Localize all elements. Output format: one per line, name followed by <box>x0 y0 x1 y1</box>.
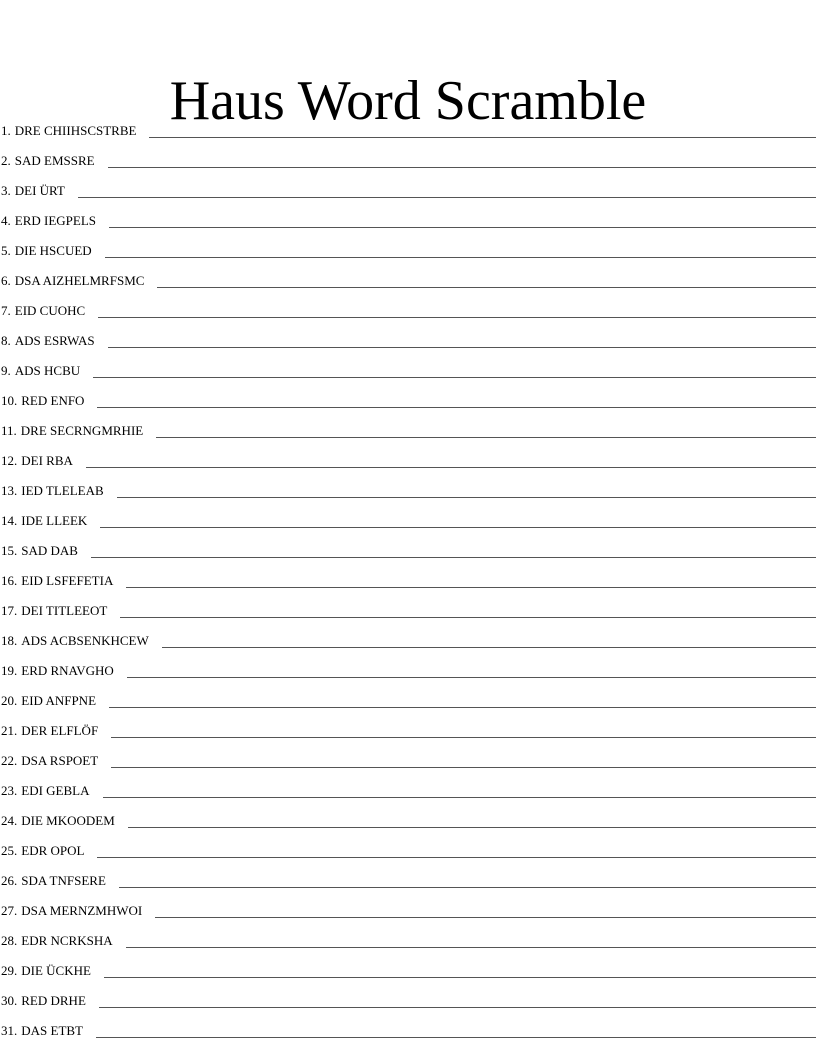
scramble-row <box>0 411 816 441</box>
item-number: 26. <box>1 873 18 888</box>
scramble-row <box>0 771 816 801</box>
answer-line[interactable] <box>97 407 816 408</box>
answer-line[interactable] <box>105 257 816 258</box>
item-number: 16. <box>1 573 18 588</box>
answer-line[interactable] <box>126 947 816 948</box>
answer-line[interactable] <box>127 677 816 678</box>
scrambled-word: ADS ESRWAS <box>14 333 95 348</box>
scrambled-word: DRE CHIIHSCSTRBE <box>14 123 137 138</box>
item-number: 9. <box>1 363 11 378</box>
scramble-row <box>0 171 816 201</box>
scrambled-word: EID CUOHC <box>14 303 86 318</box>
scrambled-word: RED ENFO <box>21 393 85 408</box>
scramble-row <box>0 111 816 141</box>
scrambled-word: RED DRHE <box>21 993 86 1008</box>
page-title: Haus Word Scramble <box>169 69 647 132</box>
scramble-row <box>0 321 816 351</box>
scramble-row <box>0 1011 816 1041</box>
answer-line[interactable] <box>117 497 816 498</box>
scramble-row <box>0 591 816 621</box>
scramble-row <box>0 381 816 411</box>
answer-line[interactable] <box>120 617 816 618</box>
item-number: 20. <box>1 693 18 708</box>
answer-line[interactable] <box>108 347 816 348</box>
scrambled-word: DSA AIZHELMRFSMC <box>14 273 145 288</box>
scrambled-word: ADS ACBSENKHCEW <box>21 633 149 648</box>
scrambled-word: EDR OPOL <box>21 843 85 858</box>
scrambled-word: DSA MERNZMHWOI <box>21 903 143 918</box>
scramble-row <box>0 741 816 771</box>
scrambled-word: DAS ETBT <box>21 1023 83 1038</box>
answer-line[interactable] <box>78 197 816 198</box>
answer-line[interactable] <box>99 1007 816 1008</box>
scrambled-word: IDE LLEEK <box>21 513 88 528</box>
item-number: 22. <box>1 753 18 768</box>
scramble-row <box>0 681 816 711</box>
scramble-row <box>0 621 816 651</box>
answer-line[interactable] <box>111 767 816 768</box>
scrambled-word: DSA RSPOET <box>21 753 99 768</box>
scramble-row <box>0 861 816 891</box>
answer-line[interactable] <box>156 437 816 438</box>
scramble-row <box>0 801 816 831</box>
scrambled-word: DEI RBA <box>21 453 73 468</box>
scramble-row <box>0 711 816 741</box>
item-number: 19. <box>1 663 18 678</box>
scramble-list <box>0 111 816 1041</box>
scrambled-word: IED TLELEAB <box>21 483 104 498</box>
item-number: 13. <box>1 483 18 498</box>
item-number: 14. <box>1 513 18 528</box>
scramble-row <box>0 501 816 531</box>
answer-line[interactable] <box>96 1037 816 1038</box>
item-number: 8. <box>1 333 11 348</box>
item-number: 27. <box>1 903 18 918</box>
item-number: 4. <box>1 213 11 228</box>
item-number: 29. <box>1 963 18 978</box>
answer-line[interactable] <box>162 647 816 648</box>
scramble-row <box>0 531 816 561</box>
scramble-row <box>0 471 816 501</box>
item-number: 24. <box>1 813 18 828</box>
item-number: 5. <box>1 243 11 258</box>
scrambled-word: EID ANFPNE <box>21 693 97 708</box>
item-number: 30. <box>1 993 18 1008</box>
item-number: 6. <box>1 273 11 288</box>
item-number: 2. <box>1 153 11 168</box>
answer-line[interactable] <box>109 227 816 228</box>
scrambled-word: ERD IEGPELS <box>14 213 96 228</box>
answer-line[interactable] <box>128 827 816 828</box>
answer-line[interactable] <box>111 737 816 738</box>
answer-line[interactable] <box>157 287 816 288</box>
answer-line[interactable] <box>155 917 816 918</box>
answer-line[interactable] <box>104 977 816 978</box>
item-number: 1. <box>1 123 11 138</box>
scramble-row <box>0 831 816 861</box>
item-number: 15. <box>1 543 18 558</box>
item-number: 12. <box>1 453 18 468</box>
answer-line[interactable] <box>119 887 816 888</box>
scramble-row <box>0 351 816 381</box>
item-number: 31. <box>1 1023 18 1038</box>
answer-line[interactable] <box>86 467 816 468</box>
scramble-row <box>0 951 816 981</box>
scrambled-word: DIE MKOODEM <box>21 813 115 828</box>
answer-line[interactable] <box>91 557 816 558</box>
scramble-row <box>0 141 816 171</box>
scramble-row <box>0 891 816 921</box>
scrambled-word: DER ELFLÖF <box>21 723 99 738</box>
answer-line[interactable] <box>149 137 816 138</box>
scrambled-word: DEI ÜRT <box>14 183 65 198</box>
item-number: 21. <box>1 723 18 738</box>
answer-line[interactable] <box>93 377 816 378</box>
scramble-row <box>0 441 816 471</box>
scrambled-word: ERD RNAVGHO <box>21 663 114 678</box>
scrambled-word: EDI GEBLA <box>21 783 90 798</box>
scramble-row <box>0 561 816 591</box>
scramble-row <box>0 231 816 261</box>
answer-line[interactable] <box>108 167 816 168</box>
scramble-row <box>0 201 816 231</box>
answer-line[interactable] <box>126 587 816 588</box>
item-number: 10. <box>1 393 18 408</box>
item-number: 7. <box>1 303 11 318</box>
scrambled-word: SDA TNFSERE <box>21 873 106 888</box>
scrambled-word: EID LSFEFETIA <box>21 573 114 588</box>
answer-line[interactable] <box>97 857 816 858</box>
scramble-row <box>0 261 816 291</box>
item-number: 3. <box>1 183 11 198</box>
scrambled-word: SAD DAB <box>21 543 78 558</box>
answer-line[interactable] <box>103 797 816 798</box>
scrambled-word: EDR NCRKSHA <box>21 933 113 948</box>
scrambled-word: DEI TITLEEOT <box>21 603 108 618</box>
scrambled-word: DRE SECRNGMRHIE <box>20 423 144 438</box>
item-number: 18. <box>1 633 18 648</box>
scramble-row <box>0 981 816 1011</box>
item-number: 23. <box>1 783 18 798</box>
item-number: 17. <box>1 603 18 618</box>
answer-line[interactable] <box>109 707 816 708</box>
answer-line[interactable] <box>100 527 816 528</box>
item-number: 11. <box>1 423 17 438</box>
scramble-row <box>0 921 816 951</box>
scrambled-word: SAD EMSSRE <box>14 153 95 168</box>
item-number: 25. <box>1 843 18 858</box>
scrambled-word: ADS HCBU <box>14 363 81 378</box>
scramble-row <box>0 651 816 681</box>
answer-line[interactable] <box>98 317 816 318</box>
item-number: 28. <box>1 933 18 948</box>
scramble-row <box>0 291 816 321</box>
scrambled-word: DIE ÜCKHE <box>21 963 91 978</box>
scrambled-word: DIE HSCUED <box>14 243 92 258</box>
